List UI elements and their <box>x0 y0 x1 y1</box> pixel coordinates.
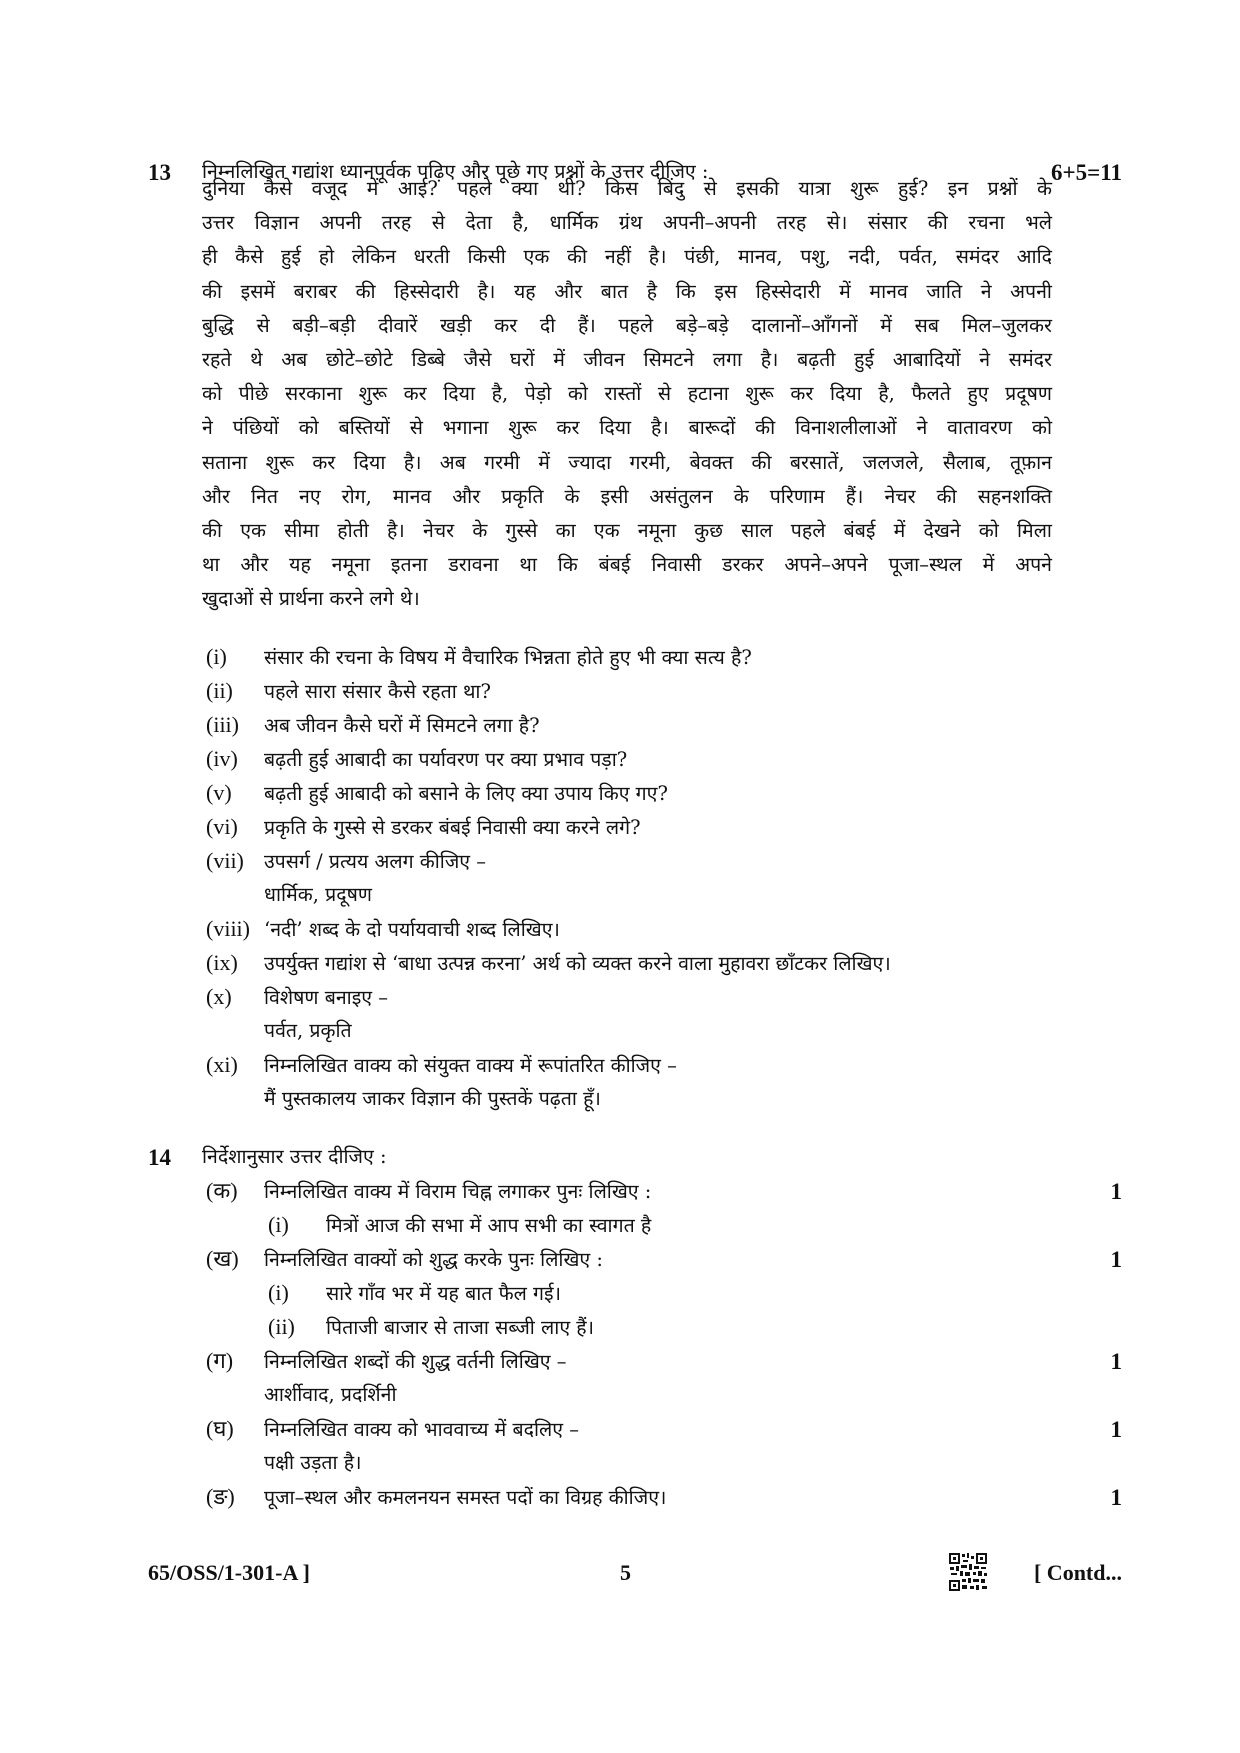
passage-line: उत्तर विज्ञान अपनी तरह से देता है, धार्मिक ग्रंथ अपनी–अपनी तरह से। संसार की रचना भले <box>202 211 1052 235</box>
q14-kha-item-i <box>268 1276 561 1311</box>
q14-ka-marks: 1 <box>1110 1179 1122 1204</box>
question-text: विशेषण बनाइए – <box>264 986 389 1009</box>
q13-question-ix <box>206 946 891 981</box>
question-label: (i) <box>206 644 227 669</box>
q14-gha-marks: 1 <box>1110 1417 1122 1442</box>
passage-line: की एक सीमा होती है। नेचर के गुस्से का एक नमूना कुछ साल पहले बंबई में देखने को मिला <box>202 518 1052 542</box>
part-label: (क) <box>206 1178 238 1203</box>
question-label: (vii) <box>206 848 244 873</box>
q13-question-xi <box>206 1048 677 1083</box>
item-text: मित्रों आज की सभा में आप सभी का स्वागत है <box>326 1214 652 1237</box>
passage-line: था और यह नमूना इतना डरावना था कि बंबई निवासी डरकर अपने–अपने पूजा–स्थल में अपने <box>202 553 1052 577</box>
passage-line: रहते थे अब छोटे–छोटे डिब्बे जैसे घरों में जीवन सिमटने लगा है। बढ़ती हुई आबादियों ने समंदर <box>202 347 1052 371</box>
item-label: (i) <box>268 1280 289 1305</box>
question-label: (viii) <box>206 916 250 941</box>
passage-line: दुनिया कैसे वजूद में आई? पहले क्या थी? किस बिंदु से इसकी यात्रा शुरू हुई? इन प्रश्नों के <box>202 177 1052 200</box>
part-label: (घ) <box>206 1416 234 1441</box>
q14-part-gha <box>206 1412 579 1447</box>
question-label: (vi) <box>206 814 238 839</box>
q13-question-iii <box>206 708 540 743</box>
part-text: निम्नलिखित शब्दों की शुद्ध वर्तनी लिखिए – <box>264 1350 567 1373</box>
q14-part-ga <box>206 1344 567 1379</box>
part-label: (ख) <box>206 1246 239 1271</box>
part-label: (ग) <box>206 1348 234 1373</box>
q13-question-vii <box>206 844 486 879</box>
item-text: सारे गाँव भर में यह बात फैल गई। <box>326 1282 561 1305</box>
q13-question-iv <box>206 742 627 777</box>
question-number-14: 14 <box>148 1145 171 1170</box>
q13-marks: 6+5=11 <box>1051 160 1122 185</box>
q13-question-viii <box>206 912 560 947</box>
q13-question-x <box>206 980 388 1015</box>
passage-line: की इसमें बराबर की हिस्सेदारी है। यह और बात है कि इस हिस्सेदारी में मानव जाति ने अपनी <box>202 279 1052 303</box>
part-text: निम्नलिखित वाक्य में विराम चिह्न लगाकर पुनः लिखिए : <box>264 1180 652 1203</box>
q14-kha-marks: 1 <box>1110 1247 1122 1272</box>
question-label: (iv) <box>206 746 238 771</box>
item-text: पिताजी बाजार से ताजा सब्जी लाए हैं। <box>326 1316 595 1339</box>
passage-line: ही कैसे हुई हो लेकिन धरती किसी एक की नहीं है। पंछी, मानव, पशु, नदी, पर्वत, समंदर आदि <box>202 245 1052 269</box>
question-text: बढ़ती हुई आबादी का पर्यावरण पर क्या प्रभाव पड़ा? <box>264 748 628 771</box>
qr-code-icon <box>948 1552 988 1592</box>
passage-line: ने पंछियों को बस्तियों से भगाना शुरू कर दिया है। बारूदों की विनाशलीलाओं ने वातावरण को <box>202 416 1052 440</box>
page-number: 5 <box>620 1560 631 1585</box>
question-label: (iii) <box>206 712 239 737</box>
question-label: (v) <box>206 780 232 805</box>
question-text: ‘नदी’ शब्द के दो पर्यायवाची शब्द लिखिए। <box>264 918 560 941</box>
part-text: निम्नलिखित वाक्यों को शुद्ध करके पुनः लिखिए : <box>264 1248 603 1271</box>
q14-part-kha <box>206 1242 603 1277</box>
q13-question-vii-words: धार्मिक, प्रदूषण <box>264 883 372 906</box>
passage-line: खुदाओं से प्रार्थना करने लगे थे। <box>202 587 420 611</box>
question-text: प्रकृति के गुस्से से डरकर बंबई निवासी क्या करने लगे? <box>264 816 641 839</box>
question-text: निम्नलिखित वाक्य को संयुक्त वाक्य में रूपांतरित कीजिए – <box>264 1054 677 1077</box>
question-text: संसार की रचना के विषय में वैचारिक भिन्नता होते हुए भी क्या सत्य है? <box>264 646 752 669</box>
paper-code: 65/OSS/1-301-A ] <box>148 1560 310 1585</box>
question-text: अब जीवन कैसे घरों में सिमटने लगा है? <box>264 714 540 737</box>
q14-ga-words: आर्शीवाद, प्रदर्शिनी <box>264 1383 397 1406</box>
q13-question-x-words: पर्वत, प्रकृति <box>264 1019 352 1042</box>
question-label: (ii) <box>206 678 233 703</box>
q14-instruction: निर्देशानुसार उत्तर दीजिए : <box>202 1145 387 1168</box>
part-label: (ङ) <box>206 1484 235 1509</box>
part-text: पूजा–स्थल और कमलनयन समस्त पदों का विग्रह कीजिए। <box>264 1486 667 1509</box>
passage-line: बुद्धि से बड़ी–बड़ी दीवारें खड़ी कर दी हैं। पहले बड़े–बड़े दालानों–आँगनों में सब मिल–जुलकर <box>202 313 1052 337</box>
part-text: निम्नलिखित वाक्य को भाववाच्य में बदलिए – <box>264 1418 579 1441</box>
q13-passage <box>202 172 1052 616</box>
item-label: (i) <box>268 1212 289 1237</box>
q13-question-i <box>206 640 752 675</box>
passage-line: सताना शुरू कर दिया है। अब गरमी में ज्यादा गरमी, बेवक्त की बरसातें, जलजले, सैलाब, तूफ़ान <box>202 450 1052 474</box>
q14-kha-item-ii <box>268 1310 594 1345</box>
passage-line: और नित नए रोग, मानव और प्रकृति के इसी असंतुलन के परिणाम हैं। नेचर की सहनशक्ति <box>202 484 1052 508</box>
question-text: उपर्युक्त गद्यांश से ‘बाधा उत्पन्न करना’ अर्थ को व्यक्त करने वाला मुहावरा छाँटकर लिखिए। <box>264 952 891 975</box>
question-label: (ix) <box>206 950 238 975</box>
q13-question-vi <box>206 810 641 845</box>
q14-part-ka <box>206 1174 651 1209</box>
q13-question-v <box>206 776 668 811</box>
passage-line: को पीछे सरकाना शुरू कर दिया है, पेड़ो को रास्तों से हटाना शुरू कर दिया है, फैलते हुए प्रदूषण <box>202 382 1052 406</box>
q13-question-ii <box>206 674 491 709</box>
q14-gha-sentence: पक्षी उड़ता है। <box>264 1451 362 1474</box>
continued-marker: [ Contd... <box>1033 1560 1122 1585</box>
question-text: पहले सारा संसार कैसे रहता था? <box>264 680 491 703</box>
question-label: (xi) <box>206 1052 238 1077</box>
question-label: (x) <box>206 984 232 1009</box>
q14-part-nga <box>206 1480 666 1515</box>
q13-instruction: निम्नलिखित गद्यांश ध्यानपूर्वक पढ़िए और पूछे गए प्रश्नों के उत्तर दीजिए : <box>202 160 709 183</box>
question-number-13: 13 <box>148 160 171 185</box>
item-label: (ii) <box>268 1314 295 1339</box>
question-text: उपसर्ग / प्रत्यय अलग कीजिए – <box>264 850 487 873</box>
question-text: बढ़ती हुई आबादी को बसाने के लिए क्या उपाय किए गए? <box>264 782 668 805</box>
q14-ga-marks: 1 <box>1110 1349 1122 1374</box>
q14-nga-marks: 1 <box>1110 1485 1122 1510</box>
q13-question-xi-sentence: मैं पुस्तकालय जाकर विज्ञान की पुस्तकें पढ़ता हूँ। <box>264 1087 601 1110</box>
q14-ka-item-i <box>268 1208 651 1243</box>
